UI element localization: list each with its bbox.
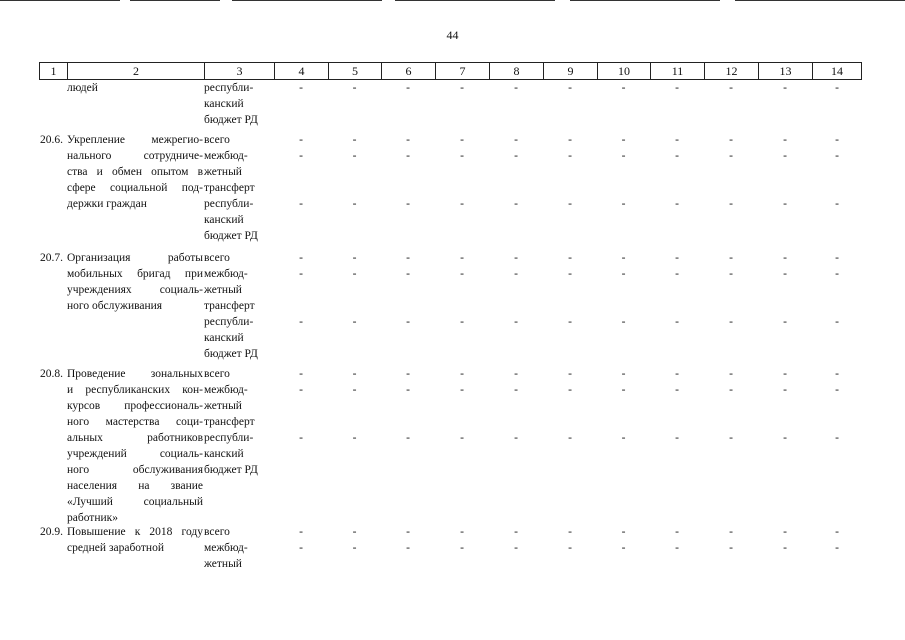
empty-value-dash: - [621, 198, 626, 210]
empty-value-dash: - [835, 134, 839, 146]
empty-value-dash: - [460, 432, 464, 444]
empty-value-dash: - [783, 384, 787, 396]
funding-source-line: канский [204, 214, 244, 226]
description-line: ного обслуживания [67, 464, 203, 476]
row-description [67, 80, 203, 96]
funding-source-line: межбюд- [204, 542, 248, 554]
empty-value-dash: - [621, 268, 626, 280]
empty-value-dash: - [621, 316, 626, 328]
empty-value-dash: - [406, 198, 410, 210]
empty-value-dash: - [621, 368, 626, 380]
empty-value-dash: - [460, 198, 464, 210]
empty-value-dash: - [460, 368, 464, 380]
empty-value-dash: - [352, 542, 357, 554]
empty-value-dash: - [729, 316, 733, 328]
empty-value-dash: - [460, 542, 464, 554]
empty-value-dash: - [675, 82, 679, 94]
funding-source [204, 196, 274, 244]
empty-value-dash: - [783, 432, 787, 444]
empty-value-dash: - [406, 252, 410, 264]
funding-source-line: бюджет РД [204, 348, 258, 360]
empty-value-dash: - [406, 368, 410, 380]
description-line: учреждениях социаль- [67, 284, 203, 296]
description-line: нального сотрудниче- [67, 150, 203, 162]
description-line: Повышение к 2018 году [67, 526, 203, 538]
empty-value-dash: - [299, 268, 303, 280]
header-col-6: 6 [381, 63, 435, 79]
empty-value-dash: - [299, 432, 303, 444]
empty-value-dash: - [729, 134, 733, 146]
funding-source-line: межбюд- [204, 384, 248, 396]
empty-value-dash: - [406, 82, 410, 94]
empty-value-dash: - [835, 368, 839, 380]
header-col-13: 13 [758, 63, 812, 79]
empty-value-dash: - [460, 150, 464, 162]
funding-source [204, 382, 274, 430]
empty-value-dash: - [675, 198, 679, 210]
empty-value-dash: - [568, 150, 572, 162]
funding-source [204, 314, 274, 362]
empty-value-dash: - [352, 384, 357, 396]
row-number: 20.8. [40, 368, 63, 380]
header-col-2: 2 [67, 63, 204, 79]
empty-value-dash: - [406, 150, 410, 162]
empty-value-dash: - [621, 150, 626, 162]
header-col-7: 7 [435, 63, 489, 79]
funding-source-line: всего [204, 252, 230, 264]
empty-value-dash: - [835, 432, 839, 444]
funding-source-line: республи- [204, 432, 254, 444]
empty-value-dash: - [783, 526, 787, 538]
header-col-8: 8 [489, 63, 543, 79]
empty-value-dash: - [568, 198, 572, 210]
empty-value-dash: - [675, 150, 679, 162]
empty-value-dash: - [514, 316, 518, 328]
empty-value-dash: - [729, 198, 733, 210]
empty-value-dash: - [299, 82, 303, 94]
empty-value-dash: - [299, 150, 303, 162]
empty-value-dash: - [406, 268, 410, 280]
empty-value-dash: - [675, 368, 679, 380]
empty-value-dash: - [783, 150, 787, 162]
empty-value-dash: - [352, 252, 357, 264]
description-line: Укрепление межрегио- [67, 134, 203, 146]
empty-value-dash: - [460, 316, 464, 328]
header-col-9: 9 [543, 63, 597, 79]
row-description [67, 524, 203, 556]
funding-source-line: всего [204, 368, 230, 380]
empty-value-dash: - [675, 134, 679, 146]
header-col-14: 14 [812, 63, 862, 79]
empty-value-dash: - [299, 198, 303, 210]
empty-value-dash: - [621, 252, 626, 264]
empty-value-dash: - [783, 542, 787, 554]
empty-value-dash: - [835, 198, 839, 210]
description-line: и республиканских кон- [67, 384, 203, 396]
empty-value-dash: - [568, 82, 572, 94]
empty-value-dash: - [835, 268, 839, 280]
funding-source [204, 148, 274, 196]
funding-source-line: республи- [204, 316, 254, 328]
page-number: 44 [446, 28, 459, 42]
empty-value-dash: - [406, 134, 410, 146]
funding-source-line: межбюд- [204, 150, 248, 162]
funding-source-line: жетный [204, 166, 242, 178]
empty-value-dash: - [352, 526, 357, 538]
empty-value-dash: - [729, 150, 733, 162]
empty-value-dash: - [729, 432, 733, 444]
header-col-4: 4 [274, 63, 328, 79]
empty-value-dash: - [514, 150, 518, 162]
header-col-5: 5 [328, 63, 381, 79]
empty-value-dash: - [729, 542, 733, 554]
empty-value-dash: - [621, 384, 626, 396]
funding-source-line: бюджет РД [204, 230, 258, 242]
funding-source-line: жетный [204, 400, 242, 412]
empty-value-dash: - [835, 150, 839, 162]
funding-source-line: межбюд- [204, 268, 248, 280]
empty-value-dash: - [352, 134, 357, 146]
funding-source-line: канский [204, 98, 244, 110]
header-col-3: 3 [204, 63, 274, 79]
empty-value-dash: - [299, 526, 303, 538]
funding-source-line: всего [204, 526, 230, 538]
empty-value-dash: - [299, 316, 303, 328]
funding-source [204, 366, 274, 382]
row-number: 20.9. [40, 526, 63, 538]
empty-value-dash: - [835, 82, 839, 94]
funding-source-line: всего [204, 134, 230, 146]
empty-value-dash: - [352, 150, 357, 162]
empty-value-dash: - [514, 526, 518, 538]
empty-value-dash: - [514, 432, 518, 444]
empty-value-dash: - [299, 542, 303, 554]
description-line: учреждений социаль- [67, 448, 203, 460]
row-description [67, 250, 203, 314]
empty-value-dash: - [729, 526, 733, 538]
empty-value-dash: - [568, 384, 572, 396]
top-border [0, 0, 905, 3]
row-number: 20.6. [40, 134, 63, 146]
empty-value-dash: - [568, 134, 572, 146]
funding-source [204, 132, 274, 148]
empty-value-dash: - [675, 542, 679, 554]
empty-value-dash: - [299, 134, 303, 146]
empty-value-dash: - [352, 82, 357, 94]
empty-value-dash: - [568, 368, 572, 380]
funding-source-line: жетный [204, 558, 242, 570]
empty-value-dash: - [460, 82, 464, 94]
empty-value-dash: - [835, 316, 839, 328]
empty-value-dash: - [568, 316, 572, 328]
empty-value-dash: - [621, 526, 626, 538]
empty-value-dash: - [406, 384, 410, 396]
empty-value-dash: - [835, 252, 839, 264]
funding-source [204, 524, 274, 540]
empty-value-dash: - [729, 368, 733, 380]
description-line: людей [67, 82, 98, 94]
empty-value-dash: - [460, 252, 464, 264]
description-line: курсов профессиональ- [67, 400, 203, 412]
description-line: держки граждан [67, 198, 147, 210]
empty-value-dash: - [783, 82, 787, 94]
empty-value-dash: - [460, 268, 464, 280]
empty-value-dash: - [675, 268, 679, 280]
description-line: «Лучший социальный [67, 496, 203, 508]
description-line: ства и обмен опытом в [67, 166, 203, 178]
empty-value-dash: - [675, 252, 679, 264]
empty-value-dash: - [568, 432, 572, 444]
header-col-10: 10 [597, 63, 650, 79]
empty-value-dash: - [406, 316, 410, 328]
empty-value-dash: - [621, 82, 626, 94]
empty-value-dash: - [835, 526, 839, 538]
empty-value-dash: - [783, 134, 787, 146]
header-col-1: 1 [39, 63, 67, 79]
empty-value-dash: - [783, 368, 787, 380]
empty-value-dash: - [514, 542, 518, 554]
empty-value-dash: - [514, 384, 518, 396]
empty-value-dash: - [729, 82, 733, 94]
empty-value-dash: - [675, 526, 679, 538]
empty-value-dash: - [514, 198, 518, 210]
description-line: Организация работы [67, 252, 203, 264]
empty-value-dash: - [621, 542, 626, 554]
empty-value-dash: - [675, 384, 679, 396]
row-description [67, 366, 203, 526]
funding-source [204, 80, 274, 128]
row-number: 20.7. [40, 252, 63, 264]
empty-value-dash: - [675, 432, 679, 444]
empty-value-dash: - [783, 198, 787, 210]
empty-value-dash: - [568, 252, 572, 264]
empty-value-dash: - [729, 252, 733, 264]
description-line: Проведение зональных [67, 368, 203, 380]
empty-value-dash: - [729, 384, 733, 396]
funding-source-line: бюджет РД [204, 464, 258, 476]
funding-source [204, 430, 274, 478]
empty-value-dash: - [299, 384, 303, 396]
empty-value-dash: - [406, 542, 410, 554]
funding-source-line: канский [204, 448, 244, 460]
description-line: средней заработной [67, 542, 164, 554]
funding-source-line: трансферт [204, 182, 255, 194]
empty-value-dash: - [352, 198, 357, 210]
funding-source-line: канский [204, 332, 244, 344]
empty-value-dash: - [352, 432, 357, 444]
funding-source [204, 266, 274, 314]
empty-value-dash: - [299, 252, 303, 264]
empty-value-dash: - [460, 384, 464, 396]
empty-value-dash: - [783, 252, 787, 264]
empty-value-dash: - [460, 134, 464, 146]
empty-value-dash: - [514, 268, 518, 280]
funding-source-line: республи- [204, 198, 254, 210]
empty-value-dash: - [675, 316, 679, 328]
description-line: мобильных бригад при [67, 268, 203, 280]
empty-value-dash: - [568, 542, 572, 554]
empty-value-dash: - [406, 526, 410, 538]
empty-value-dash: - [352, 268, 357, 280]
empty-value-dash: - [514, 82, 518, 94]
empty-value-dash: - [460, 526, 464, 538]
empty-value-dash: - [514, 134, 518, 146]
description-line: ного мастерства соци- [67, 416, 203, 428]
table-header [39, 62, 862, 80]
header-col-12: 12 [704, 63, 758, 79]
funding-source-line: жетный [204, 284, 242, 296]
empty-value-dash: - [835, 542, 839, 554]
empty-value-dash: - [729, 268, 733, 280]
header-col-11: 11 [650, 63, 704, 79]
empty-value-dash: - [514, 252, 518, 264]
empty-value-dash: - [352, 368, 357, 380]
empty-value-dash: - [835, 384, 839, 396]
description-line: альных работников [67, 432, 203, 444]
description-line: населения на звание [67, 480, 203, 492]
funding-source-line: трансферт [204, 300, 255, 312]
description-line: ного обслуживания [67, 300, 163, 312]
funding-source-line: трансферт [204, 416, 255, 428]
empty-value-dash: - [514, 368, 518, 380]
funding-source-line: республи- [204, 82, 254, 94]
row-description [67, 132, 203, 212]
empty-value-dash: - [299, 368, 303, 380]
empty-value-dash: - [621, 134, 626, 146]
empty-value-dash: - [783, 316, 787, 328]
funding-source-line: бюджет РД [204, 114, 258, 126]
empty-value-dash: - [406, 432, 410, 444]
description-line: сфере социальной под- [67, 182, 203, 194]
description-line: работник» [67, 512, 118, 524]
empty-value-dash: - [352, 316, 357, 328]
empty-value-dash: - [568, 268, 572, 280]
funding-source [204, 540, 274, 572]
empty-value-dash: - [783, 268, 787, 280]
empty-value-dash: - [621, 432, 626, 444]
empty-value-dash: - [568, 526, 572, 538]
funding-source [204, 250, 274, 266]
